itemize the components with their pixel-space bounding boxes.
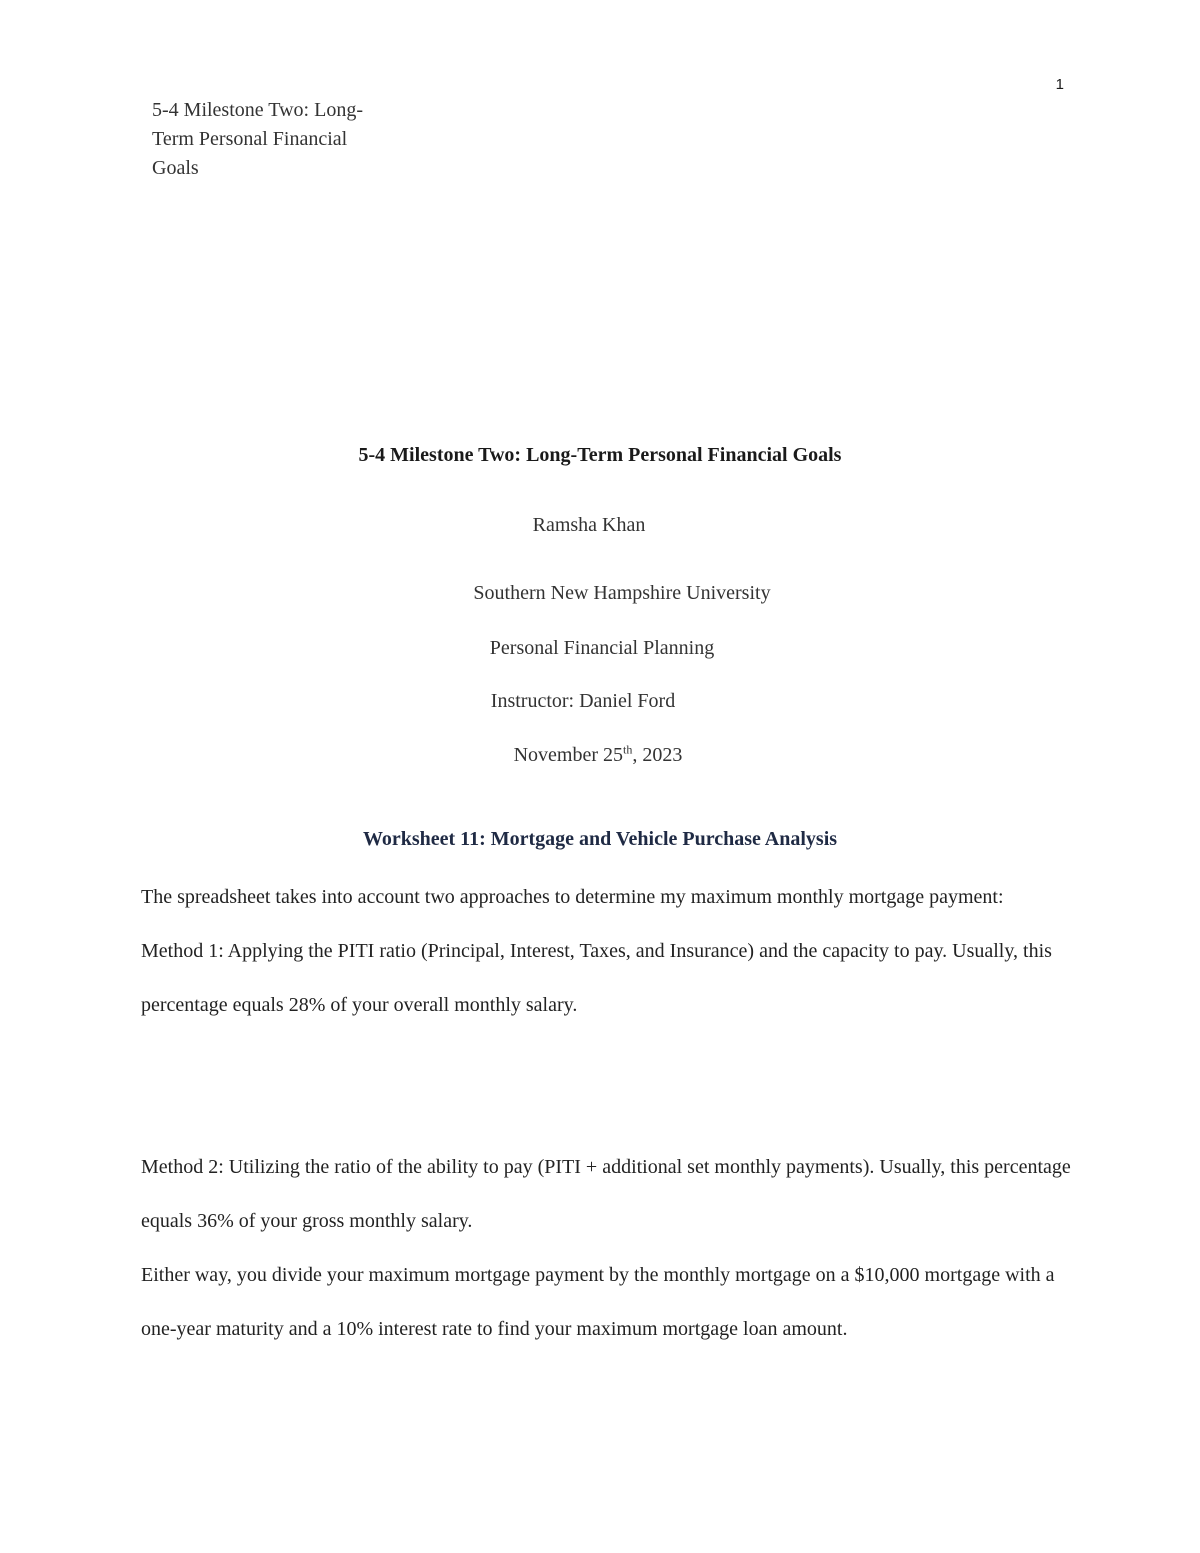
course-name: Personal Financial Planning [489, 637, 715, 659]
date-month-day: November 25 [513, 744, 624, 766]
instructor-name: Instructor: Daniel Ford [490, 690, 676, 712]
running-head-line: Term Personal Financial [152, 128, 348, 150]
date-ordinal: th [623, 742, 633, 757]
institution-name: Southern New Hampshire University [473, 582, 771, 604]
intro-paragraph: The spreadsheet takes into account two approaches to determine my maximum monthly mortgage payment: [141, 886, 1004, 908]
submission-date [0, 742, 1198, 768]
conclusion-paragraph: Either way, you divide your maximum mortgage payment by the monthly mortgage on a $10,000 mortgage with a one-year maturity and a 10% interest rate to find your maximum mortgage loan amount. [141, 1264, 1055, 1340]
worksheet-body-2 [141, 1140, 1071, 1356]
paper-title: 5-4 Milestone Two: Long-Term Personal Financial Goals [358, 444, 842, 466]
method-2-paragraph: Method 2: Utilizing the ratio of the ability to pay (PITI + additional set monthly payments). Usually, this percentage equals 36% of your gross monthly salary. [141, 1156, 1071, 1232]
worksheet-heading: Worksheet 11: Mortgage and Vehicle Purchase Analysis [362, 828, 838, 850]
running-head-line: Goals [152, 157, 199, 179]
running-head-line: 5-4 Milestone Two: Long- [152, 99, 363, 121]
page-number: 1 [1055, 76, 1064, 93]
running-head [152, 96, 392, 183]
method-1-paragraph: Method 1: Applying the PITI ratio (Principal, Interest, Taxes, and Insurance) and the capacity to pay. Usually, this percentage equals 28% of your overall monthly salary. [141, 940, 1052, 1016]
worksheet-body-1 [141, 870, 1071, 1032]
date-year: , 2023 [632, 744, 683, 766]
author-name: Ramsha Khan [532, 514, 646, 536]
